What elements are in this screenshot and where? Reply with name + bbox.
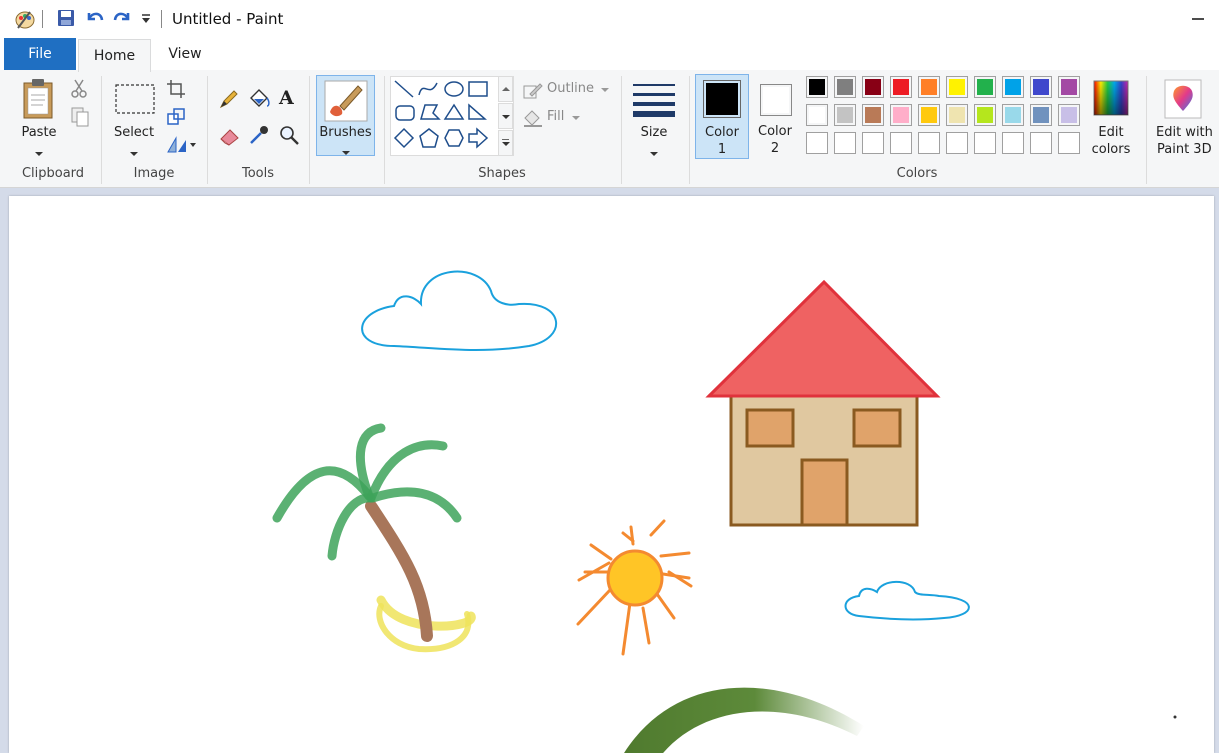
palette-swatch[interactable]: [1002, 104, 1024, 126]
select-dropdown-arrow: [130, 152, 138, 156]
palette-swatch-fill: [837, 107, 853, 123]
palette-swatch-empty[interactable]: [918, 132, 940, 154]
fill-icon: [522, 108, 544, 128]
palette-swatch-fill: [1061, 107, 1077, 123]
palette-swatch[interactable]: [806, 76, 828, 98]
palette-swatch[interactable]: [806, 104, 828, 126]
canvas-drawing: [9, 196, 1214, 753]
cloud-large: [362, 272, 556, 350]
undo-icon[interactable]: [84, 8, 106, 28]
shapes-group-label: Shapes: [478, 166, 526, 181]
palette-swatch-fill: [865, 107, 881, 123]
palette-swatch-fill: [921, 107, 937, 123]
palette-swatch-fill: [893, 107, 909, 123]
select-label: Select: [113, 125, 155, 140]
curve-shape-icon: [419, 83, 437, 95]
paint3d-icon: [1164, 79, 1202, 119]
diamond-shape-icon: [395, 129, 413, 147]
palette-swatch-empty[interactable]: [806, 132, 828, 154]
paint3d-label-line1: Edit with: [1156, 125, 1213, 140]
window-title: Untitled - Paint: [172, 10, 284, 28]
gallery-scroll-up[interactable]: [498, 76, 513, 102]
palette-swatch[interactable]: [974, 76, 996, 98]
tab-view[interactable]: View: [168, 46, 202, 62]
color2-button[interactable]: [752, 74, 798, 159]
title-bar: [0, 0, 1219, 38]
size-dropdown-arrow: [650, 152, 658, 156]
paint-app-icon[interactable]: [14, 8, 36, 30]
palette-swatch-empty[interactable]: [974, 132, 996, 154]
arrow-shape-icon: [469, 129, 487, 147]
save-icon[interactable]: [56, 8, 76, 28]
color1-button[interactable]: [695, 74, 749, 159]
size-label: Size: [640, 125, 668, 140]
canvas-area: [0, 188, 1219, 753]
palette-swatch[interactable]: [834, 104, 856, 126]
drawing-canvas[interactable]: [9, 196, 1214, 753]
text-tool-icon[interactable]: A: [279, 87, 294, 109]
fill-button[interactable]: [522, 108, 592, 128]
palette-swatch[interactable]: [918, 104, 940, 126]
paste-dropdown-arrow: [35, 152, 43, 156]
separator: [161, 10, 162, 28]
palette-swatch-fill: [949, 107, 965, 123]
tools-group-label: Tools: [241, 166, 275, 181]
group-separator: [1146, 76, 1147, 184]
palette-swatch[interactable]: [946, 104, 968, 126]
pentagon-shape-icon: [420, 129, 438, 147]
size-lines-icon: [633, 81, 675, 117]
fill-bucket-icon[interactable]: [247, 86, 271, 110]
crop-icon[interactable]: [166, 79, 186, 99]
canvas-dot: [1174, 716, 1177, 719]
fill-dropdown-arrow: [572, 116, 580, 120]
group-separator: [309, 76, 310, 184]
palette-swatch[interactable]: [890, 104, 912, 126]
palette-swatch[interactable]: [1058, 104, 1080, 126]
shapes-gallery[interactable]: [390, 76, 514, 156]
palette-swatch[interactable]: [834, 76, 856, 98]
color1-number: 1: [717, 142, 727, 157]
edit-colors-label-line1: Edit: [1098, 125, 1124, 140]
gallery-expand[interactable]: [498, 130, 513, 156]
palette-swatch[interactable]: [1002, 76, 1024, 98]
outline-icon: [522, 80, 544, 100]
cloud-small: [846, 582, 969, 620]
outline-dropdown-arrow: [601, 88, 609, 92]
outline-button[interactable]: [522, 80, 612, 100]
rectangle-shape-icon: [469, 82, 487, 96]
customize-dropdown-icon[interactable]: [140, 8, 152, 28]
group-separator: [207, 76, 208, 184]
gallery-scroll-down[interactable]: [498, 103, 513, 129]
palette-swatch-fill: [1061, 79, 1077, 95]
eraser-icon[interactable]: [218, 124, 242, 146]
palette-swatch[interactable]: [946, 76, 968, 98]
rounded-rectangle-shape-icon: [396, 106, 414, 120]
right-triangle-shape-icon: [469, 105, 485, 119]
color2-swatch: [760, 84, 792, 116]
edit-colors-label-line2: colors: [1091, 142, 1131, 157]
palette-swatch[interactable]: [890, 76, 912, 98]
palette-swatch-fill: [893, 79, 909, 95]
palette-swatch[interactable]: [918, 76, 940, 98]
clipboard-icon: [21, 78, 55, 120]
line-shape-icon: [395, 81, 413, 97]
cut-icon[interactable]: [70, 78, 88, 98]
separator: [42, 10, 43, 28]
outline-label: Outline: [547, 81, 595, 96]
paste-button[interactable]: [14, 76, 64, 160]
paint3d-label-line2: Paint 3D: [1157, 142, 1212, 157]
select-button[interactable]: [108, 76, 160, 160]
pencil-icon[interactable]: [218, 88, 240, 110]
brushes-label: Brushes: [319, 125, 372, 140]
group-separator: [101, 76, 102, 184]
group-separator: [384, 76, 385, 184]
redo-icon[interactable]: [111, 8, 133, 28]
palette-swatch-fill: [809, 107, 825, 123]
color-spectrum-icon: [1092, 79, 1130, 117]
palette-swatch-fill: [809, 79, 825, 95]
brushes-button[interactable]: [316, 75, 375, 156]
palette-swatch[interactable]: [862, 104, 884, 126]
shapes-gallery-icons: [391, 77, 513, 155]
ribbon: [0, 70, 1219, 188]
palm-tree-drawing: [277, 428, 471, 649]
copy-icon[interactable]: [70, 106, 90, 128]
fill-label: Fill: [547, 109, 565, 124]
group-separator: [689, 76, 690, 184]
brushes-dropdown-arrow: [342, 151, 350, 155]
palette-swatch-fill: [949, 79, 965, 95]
color1-label: Color: [705, 125, 739, 140]
palette-swatch-fill: [837, 79, 853, 95]
palette-swatch-empty[interactable]: [1058, 132, 1080, 154]
palette-swatch-fill: [1005, 107, 1021, 123]
tab-home[interactable]: Home: [78, 39, 151, 72]
palette-swatch[interactable]: [1030, 104, 1052, 126]
size-button[interactable]: [628, 76, 680, 160]
palette-swatch[interactable]: [1030, 76, 1052, 98]
minimize-icon[interactable]: [1187, 10, 1209, 28]
oval-shape-icon: [445, 82, 463, 96]
palette-swatch-fill: [1033, 79, 1049, 95]
triangle-shape-icon: [445, 105, 463, 119]
palette-swatch-fill: [1033, 107, 1049, 123]
palette-swatch-empty[interactable]: [946, 132, 968, 154]
color-picker-icon[interactable]: [248, 124, 270, 146]
palette-swatch-fill: [921, 79, 937, 95]
color2-label: Color: [758, 124, 792, 139]
palette-swatch-fill: [1005, 79, 1021, 95]
palette-swatch-fill: [977, 79, 993, 95]
image-group-label: Image: [133, 166, 175, 181]
resize-icon[interactable]: [166, 107, 186, 127]
clipboard-group-label: Clipboard: [21, 166, 85, 181]
brush-icon: [324, 80, 368, 122]
polygon-shape-icon: [421, 105, 439, 119]
palette-swatch[interactable]: [862, 76, 884, 98]
magnifier-icon[interactable]: [278, 124, 300, 146]
paste-label: Paste: [21, 125, 57, 140]
edit-with-paint3d-button[interactable]: [1150, 76, 1218, 160]
house-drawing: [709, 282, 937, 525]
palette-swatch-fill: [977, 107, 993, 123]
palette-swatch-empty[interactable]: [834, 132, 856, 154]
palette-swatch[interactable]: [974, 104, 996, 126]
sun-drawing: [578, 521, 691, 654]
palette-swatch-fill: [865, 79, 881, 95]
tab-file[interactable]: File: [4, 38, 76, 70]
palette-swatch[interactable]: [1058, 76, 1080, 98]
palette-swatch-empty[interactable]: [862, 132, 884, 154]
rotate-icon[interactable]: [164, 134, 198, 156]
hexagon-shape-icon: [445, 130, 463, 146]
group-separator: [621, 76, 622, 184]
palette-swatch-empty[interactable]: [1030, 132, 1052, 154]
select-rectangle-icon: [114, 82, 156, 116]
palette-swatch-empty[interactable]: [1002, 132, 1024, 154]
color1-swatch: [703, 80, 741, 118]
colors-group-label: Colors: [896, 166, 938, 181]
hill-drawing: [621, 688, 864, 753]
edit-colors-button[interactable]: [1088, 76, 1134, 160]
palette-swatch-empty[interactable]: [890, 132, 912, 154]
color2-number: 2: [770, 141, 780, 156]
